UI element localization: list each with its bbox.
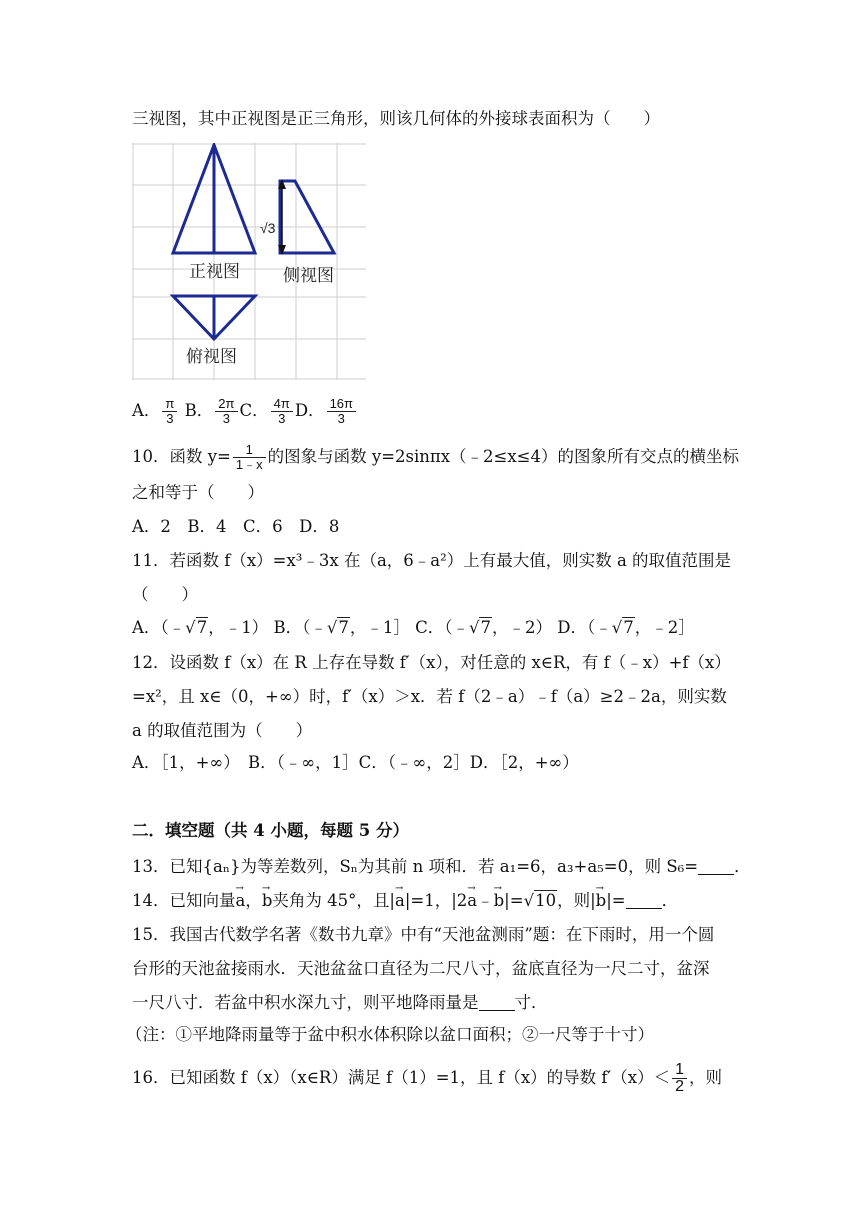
q15-line2: 台形的天池盆接雨水．天池盆盆口直径为二尺八寸，盆底直径为一尺二寸，盆深: [132, 959, 710, 978]
q10-line1: 10．函数 y= $\frac{1}{1﹣x}$ 的图象与函数 y=2sinπx（﹣2≤x≤4）的图象所有交点的横坐标: [132, 442, 739, 472]
q11-options: A．（﹣√7，﹣1） B．（﹣√7，﹣1］ C．（﹣√7，﹣2） D．（﹣√7，﹣2］: [132, 618, 695, 637]
q10-options: A．2 B．4 C．6 D．8: [132, 517, 340, 536]
side-view-label: 侧视图: [283, 266, 334, 285]
option-b-fraction: $\frac{2\pi}{3}$: [215, 397, 237, 426]
q16-fraction: $\frac{1}{2}$: [672, 1062, 687, 1095]
option-d-fraction: $\frac{16\pi}{3}$: [327, 397, 356, 426]
q11-line2: （ ）: [132, 585, 198, 604]
q16: 16．已知函数 f（x）（x∈R）满足 f（1）=1，且 f（x）的导数 f′（x）＜ $\frac{1}{2}$ ，则: [132, 1061, 722, 1095]
q12-line1: 12．设函数 f（x）在 R 上存在导数 f′（x），对任意的 x∈R，有 f（﹣x）+f（x）: [132, 653, 731, 672]
top-view-label: 俯视图: [186, 347, 237, 366]
q12-line2: =x²，且 x∈（0，+∞）时，f′（x）＞x．若 f（2﹣a）﹣f（a）≥2﹣2a，则实数: [132, 687, 727, 706]
q10-line2: 之和等于（ ）: [132, 483, 264, 502]
q12-line3: a 的取值范围为（ ）: [132, 721, 313, 740]
q11-line1: 11．若函数 f（x）=x³﹣3x 在（a，6﹣a²）上有最大值，则实数 a 的取值范围是: [132, 551, 732, 570]
q12-options: A．［1，+∞） B．（﹣∞，1］C．（﹣∞，2］D．［2，+∞）: [132, 753, 579, 772]
answer-blank: [698, 858, 734, 875]
q9-text: 三视图，其中正视图是正三角形，则该几何体的外接球表面积为（ ）: [132, 109, 660, 128]
section-heading: 二．填空题（共 4 小题，每题 5 分）: [132, 821, 409, 840]
answer-blank: [479, 994, 515, 1011]
q15-note: （注：①平地降雨量等于盆中积水体积除以盆口面积；②一尺等于十寸）: [126, 1025, 654, 1044]
option-c-fraction: $\frac{4\pi}{3}$: [271, 397, 293, 426]
front-view-label: 正视图: [189, 262, 240, 281]
option-a-fraction: $\frac{\pi}{3}$: [162, 397, 177, 426]
q15-line3: 一尺八寸．若盆中积水深九寸，则平地降雨量是 寸．: [132, 993, 548, 1012]
q10-fraction: $\frac{1}{1﹣x}$: [233, 443, 266, 472]
side-view-triangle: [280, 181, 334, 253]
sqrt3-label: √3: [260, 220, 276, 236]
q14: 14．已知向量→ a，→ b夹角为 45°，且|→ a|=1，|2→ a﹣→ b|=√10，则|→ b|= ．: [132, 890, 678, 912]
q15-line1: 15．我国古代数学名著《数书九章》中有“天池盆测雨”题：在下雨时，用一个圆: [132, 925, 715, 944]
q9-options: A． $\frac{\pi}{3}$ B． $\frac{2\pi}{3}$ C． $\frac{4\pi}{3}$ D． $\frac{16\pi}{3}$: [132, 397, 358, 426]
answer-blank: [626, 892, 662, 909]
q13: 13．已知{aₙ}为等差数列，Sₙ为其前 n 项和．若 a₁=6，a₃+a₅=0，则 S₆= ．: [132, 857, 751, 876]
three-view-figure: [132, 143, 366, 380]
